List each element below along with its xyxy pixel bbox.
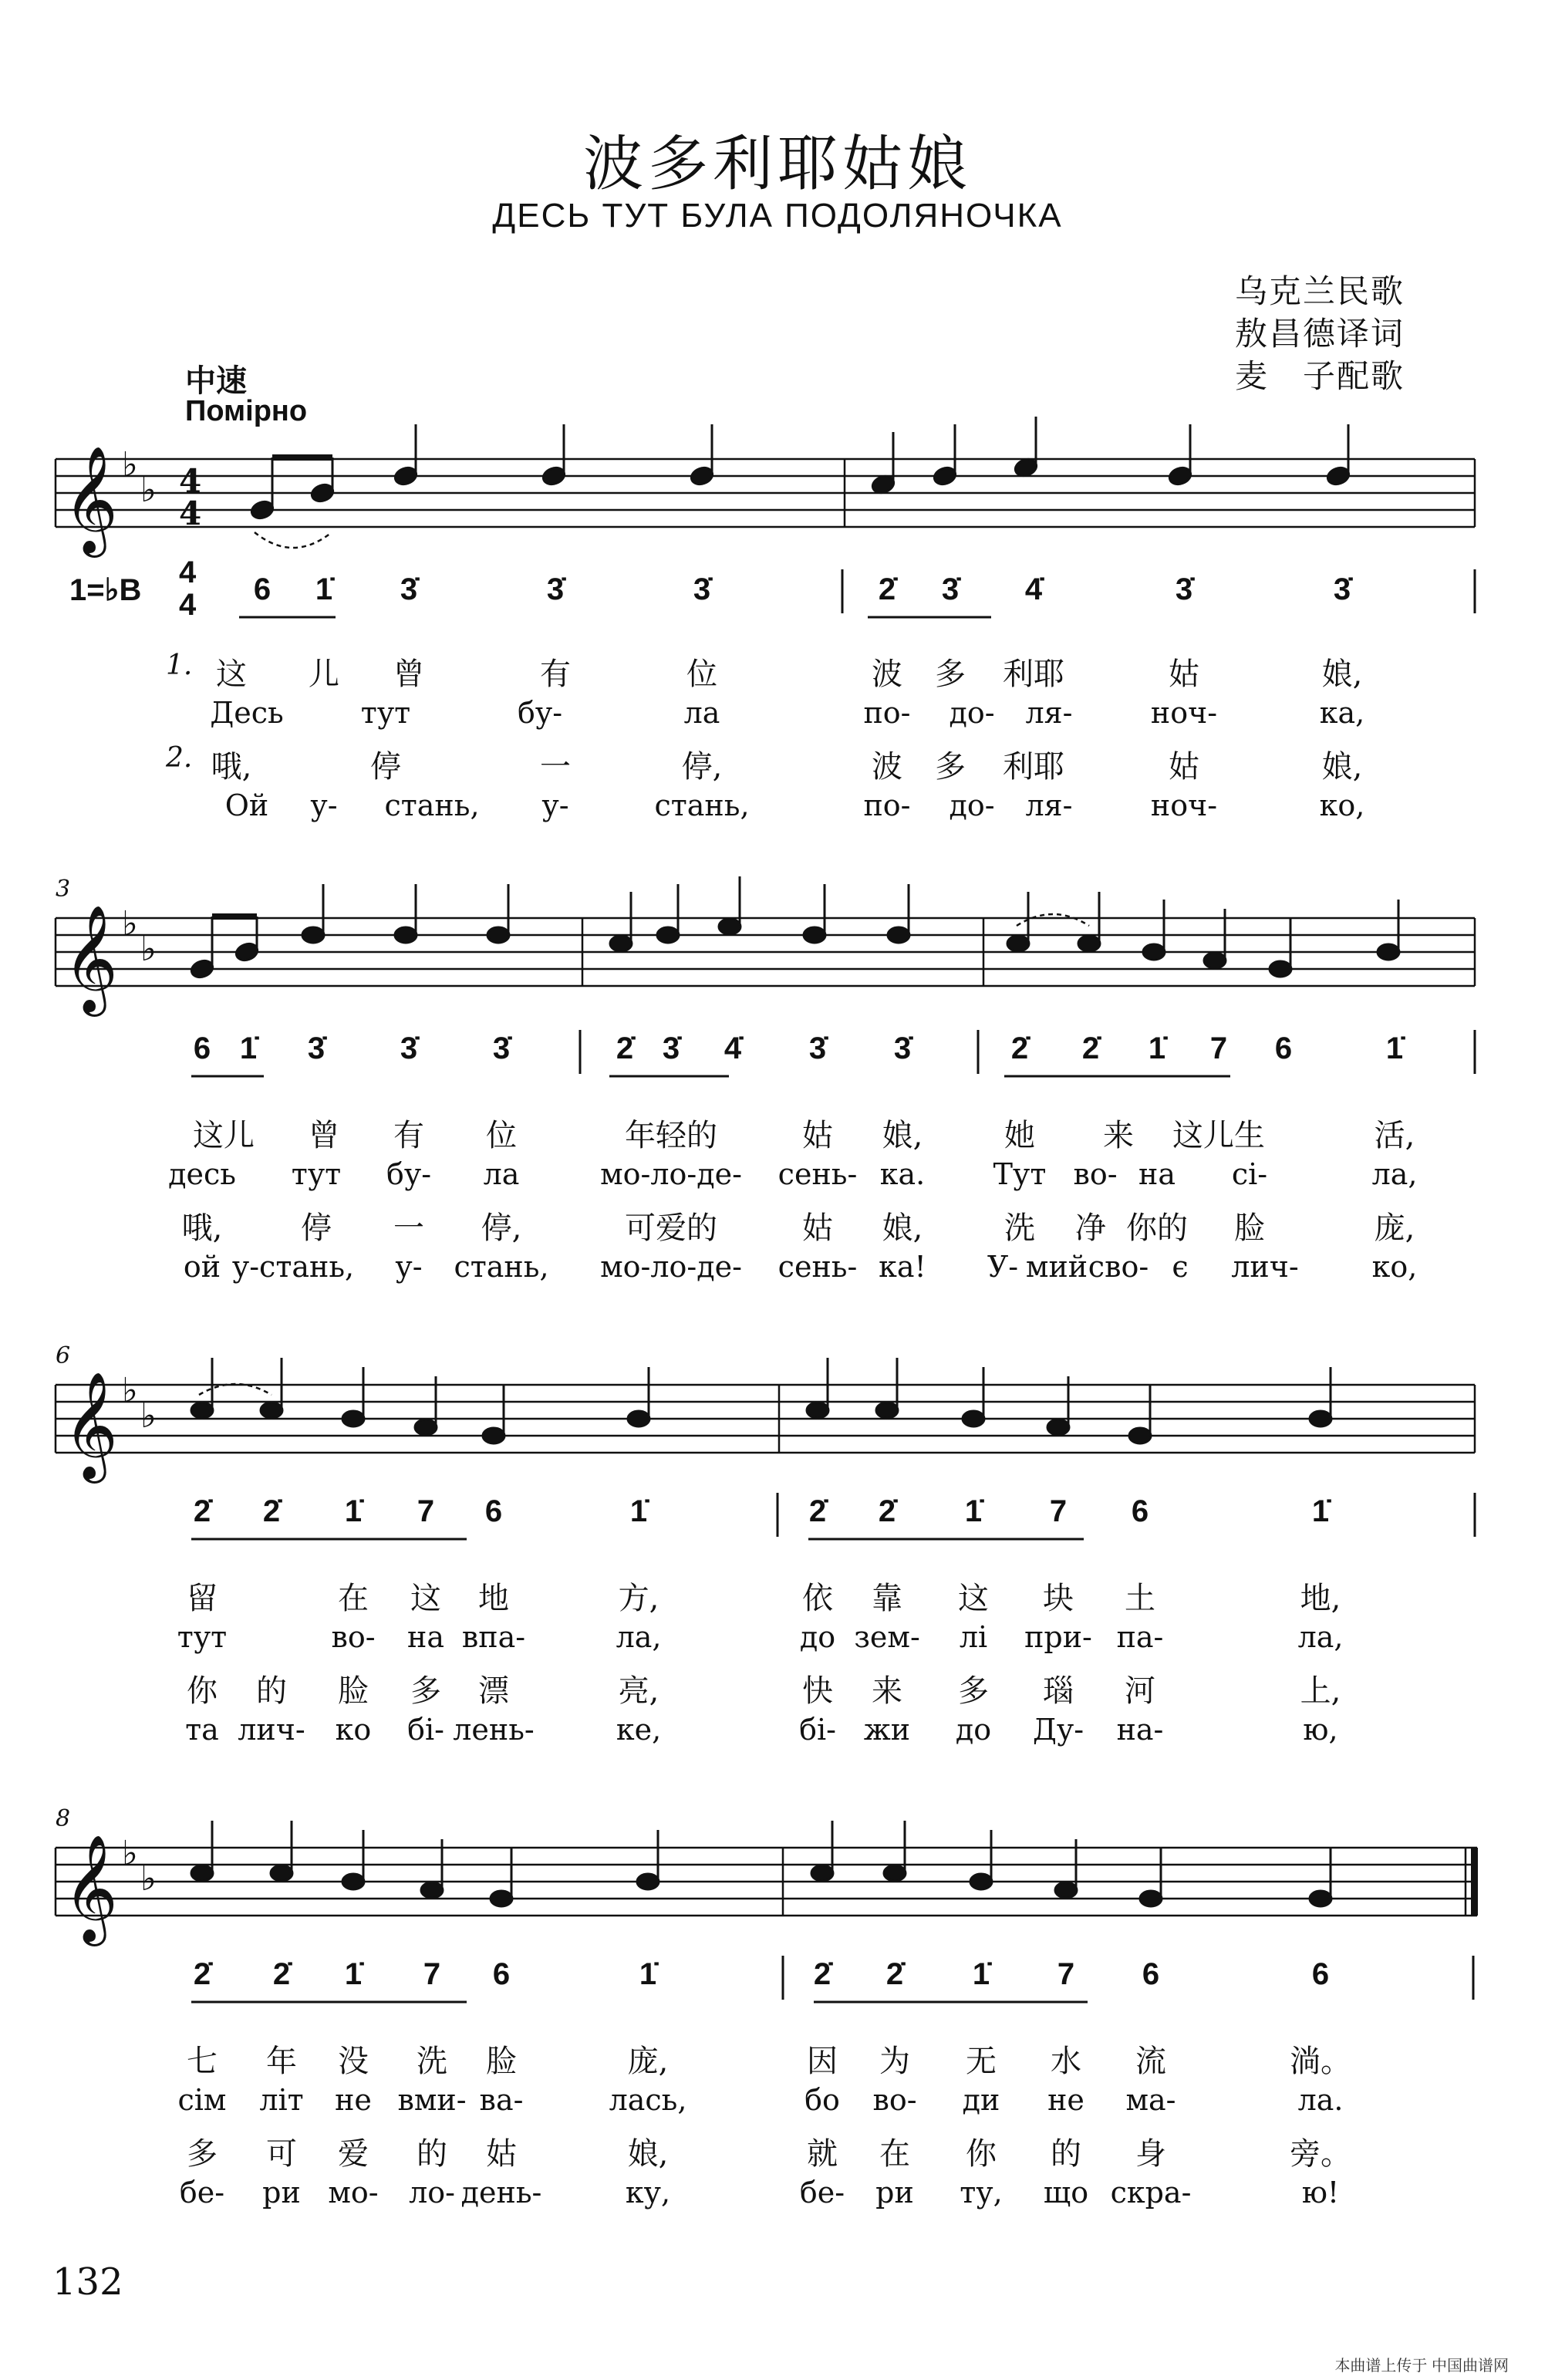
jianpu-note: 6 bbox=[492, 1957, 511, 1991]
jianpu-note: 3̇ bbox=[893, 1031, 912, 1065]
lyric-syllable: 利耶 bbox=[1003, 749, 1064, 785]
lyric-syllable: сень- bbox=[778, 1250, 858, 1284]
jianpu-note: 2̇ bbox=[193, 1494, 211, 1528]
lyric-syllable: 没 bbox=[338, 2044, 369, 2079]
lyric-syllable: 淌。 bbox=[1290, 2044, 1351, 2079]
lyric-syllable: 脸 bbox=[1234, 1210, 1265, 1246]
lyric-syllable: 娘, bbox=[882, 1210, 923, 1246]
jianpu-note: 3̇ bbox=[662, 1031, 680, 1065]
credit-translator: 敖昌德译词 bbox=[1235, 315, 1405, 353]
svg-text:4: 4 bbox=[179, 495, 202, 532]
jianpu-note: 1̇ bbox=[239, 1031, 258, 1065]
lyric-syllable: 多 bbox=[187, 2136, 218, 2172]
jianpu-note: 7 bbox=[417, 1494, 435, 1528]
lyric-syllable: 的 bbox=[256, 1673, 287, 1709]
lyric-syllable: впа- bbox=[461, 1620, 526, 1654]
svg-text:𝄞: 𝄞 bbox=[63, 1835, 118, 1942]
lyric-syllable: 你的 bbox=[1126, 1210, 1188, 1246]
lyric-syllable: 块 bbox=[1043, 1581, 1074, 1616]
jianpu-note: 6 bbox=[484, 1494, 503, 1528]
lyric-syllable: ке, bbox=[616, 1713, 662, 1747]
lyric-syllable: сво- bbox=[1088, 1250, 1149, 1284]
lyric-syllable: 流 bbox=[1135, 2044, 1166, 2079]
jianpu-note: 2̇ bbox=[878, 572, 896, 606]
lyric-syllable: 一 bbox=[393, 1210, 424, 1246]
lyric-syllable: 漂 bbox=[478, 1673, 509, 1709]
lyric-syllable: 多 bbox=[935, 657, 966, 692]
lyric-syllable: 的 bbox=[417, 2136, 447, 2172]
lyric-syllable: ка. bbox=[879, 1157, 926, 1191]
lyric-syllable: день- bbox=[460, 2176, 542, 2210]
lyric-syllable: Ду- bbox=[1032, 1713, 1084, 1747]
lyric-syllable: 洗 bbox=[417, 2044, 447, 2079]
lyric-syllable: ва- bbox=[479, 2083, 524, 2117]
jianpu-note: 3̇ bbox=[1175, 572, 1193, 606]
lyric-syllable: ла, bbox=[616, 1620, 662, 1654]
lyric-syllable: ко, bbox=[1319, 788, 1365, 822]
lyric-syllable: 这 bbox=[958, 1581, 989, 1616]
lyric-syllable: десь bbox=[168, 1157, 236, 1191]
lyric-syllable: ма- bbox=[1125, 2083, 1176, 2117]
lyric-syllable: 曾 bbox=[393, 657, 424, 692]
lyric-syllable: ла bbox=[483, 1157, 520, 1191]
lyric-syllable: ла, bbox=[1371, 1157, 1418, 1191]
lyric-syllable: 脸 bbox=[486, 2044, 517, 2079]
lyric-syllable: 水 bbox=[1051, 2044, 1081, 2079]
lyric-syllable: Ой bbox=[224, 788, 269, 822]
tempo-chinese: 中速 bbox=[185, 364, 247, 398]
lyric-syllable: 庞, bbox=[1374, 1210, 1415, 1246]
lyric-syllable: 年 bbox=[266, 2044, 297, 2079]
jianpu-note: 1̇ bbox=[1385, 1031, 1404, 1065]
lyric-syllable: 哦, bbox=[211, 749, 252, 785]
credit-origin: 乌克兰民歌 bbox=[1235, 272, 1405, 310]
lyric-syllable: 这儿生 bbox=[1172, 1118, 1265, 1153]
jianpu-note: 3̇ bbox=[1333, 572, 1351, 606]
lyric-syllable: 在 bbox=[879, 2136, 910, 2172]
jianpu-note: 2̇ bbox=[193, 1957, 211, 1991]
tempo-ukrainian: Помірно bbox=[185, 395, 308, 427]
jianpu-note: 1̇ bbox=[1148, 1031, 1166, 1065]
measure-number: 6 bbox=[56, 1342, 71, 1369]
lyric-syllable: ю, bbox=[1303, 1713, 1338, 1747]
song-title: 波多利耶姑娘 bbox=[582, 130, 972, 199]
lyric-syllable: не bbox=[1047, 2083, 1084, 2117]
lyric-syllable: лень- bbox=[453, 1713, 535, 1747]
lyric-syllable: до- bbox=[949, 788, 995, 822]
lyric-syllable: тут bbox=[291, 1157, 342, 1191]
lyric-syllable: 亮, bbox=[618, 1673, 659, 1709]
lyric-syllable: 靠 bbox=[872, 1581, 902, 1616]
lyric-syllable: у- bbox=[310, 788, 338, 822]
lyric-syllable: 庞, bbox=[627, 2044, 669, 2079]
lyric-syllable: ло- bbox=[409, 2176, 455, 2210]
lyric-syllable: ди bbox=[962, 2083, 1000, 2117]
lyric-syllable: 姑 bbox=[802, 1210, 833, 1246]
lyric-syllable: ка, bbox=[1319, 696, 1365, 730]
lyric-syllable: 位 bbox=[486, 1118, 517, 1153]
jianpu-note: 6 bbox=[1311, 1957, 1330, 1991]
lyric-syllable: 依 bbox=[802, 1581, 833, 1616]
lyric-syllable: ка! bbox=[879, 1250, 926, 1284]
lyric-syllable: 洗 bbox=[1004, 1210, 1035, 1246]
lyric-syllable: 方, bbox=[618, 1581, 659, 1616]
jianpu-note: 6 bbox=[1274, 1031, 1293, 1065]
time-signature-bottom: 4 bbox=[179, 588, 197, 622]
lyric-syllable: бе- bbox=[799, 2176, 845, 2210]
lyric-syllable: у- bbox=[541, 788, 569, 822]
lyric-syllable: 姑 bbox=[802, 1118, 833, 1153]
lyric-syllable: 哦, bbox=[181, 1210, 223, 1246]
svg-text:♭: ♭ bbox=[122, 904, 138, 944]
svg-text:♭: ♭ bbox=[140, 1396, 157, 1436]
lyric-syllable: вми- bbox=[397, 2083, 467, 2117]
lyric-syllable: на- bbox=[1116, 1713, 1164, 1747]
lyric-syllable: 娘, bbox=[1321, 749, 1363, 785]
jianpu-note: 6 bbox=[193, 1031, 211, 1065]
lyric-syllable: до bbox=[955, 1713, 992, 1747]
lyric-syllable: ля- bbox=[1025, 696, 1073, 730]
lyric-syllable: Тут bbox=[993, 1157, 1047, 1191]
lyric-syllable: 一 bbox=[540, 749, 571, 785]
lyric-syllable: скра- bbox=[1110, 2176, 1192, 2210]
key-signature: 1=♭B bbox=[69, 573, 142, 607]
jianpu-note: 1̇ bbox=[1311, 1494, 1330, 1528]
verse-label-2: 2. bbox=[166, 742, 193, 774]
jianpu-note: 2̇ bbox=[262, 1494, 281, 1528]
lyric-syllable: 多 bbox=[935, 749, 966, 785]
lyric-syllable: лич- bbox=[1231, 1250, 1299, 1284]
lyric-syllable: 土 bbox=[1125, 1581, 1155, 1616]
lyric-syllable: 在 bbox=[338, 1581, 369, 1616]
verse-label-1: 1. bbox=[166, 650, 193, 681]
lyric-syllable: 停, bbox=[481, 1210, 522, 1246]
lyric-syllable: 这 bbox=[216, 657, 247, 692]
lyric-syllable: сень- bbox=[778, 1157, 858, 1191]
lyric-syllable: 可 bbox=[266, 2136, 297, 2172]
lyric-syllable: 多 bbox=[410, 1673, 441, 1709]
jianpu-note: 2̇ bbox=[808, 1494, 827, 1528]
lyric-syllable: при- bbox=[1024, 1620, 1092, 1654]
lyric-syllable: бі- bbox=[407, 1713, 444, 1747]
lyric-syllable: бі- bbox=[799, 1713, 836, 1747]
lyric-syllable: 年轻的 bbox=[625, 1118, 717, 1153]
svg-text:♭: ♭ bbox=[122, 1371, 138, 1410]
lyric-syllable: ту, bbox=[960, 2176, 1003, 2210]
lyric-syllable: 的 bbox=[1051, 2136, 1081, 2172]
lyric-syllable: до- bbox=[949, 696, 995, 730]
svg-text:♭: ♭ bbox=[140, 1859, 157, 1899]
lyric-syllable: У- bbox=[987, 1250, 1019, 1284]
svg-text:4: 4 bbox=[179, 462, 202, 500]
lyric-syllable: 旁。 bbox=[1290, 2136, 1351, 2172]
jianpu-note: 1̇ bbox=[315, 572, 333, 606]
lyric-syllable: лі bbox=[959, 1620, 988, 1654]
lyric-syllable: на bbox=[1138, 1157, 1176, 1191]
jianpu-note: 6 bbox=[1142, 1957, 1160, 1991]
lyric-syllable: не bbox=[335, 2083, 372, 2117]
lyric-syllable: 脸 bbox=[338, 1673, 369, 1709]
svg-text:♭: ♭ bbox=[140, 471, 157, 510]
lyric-syllable: стань, bbox=[384, 788, 480, 822]
lyric-syllable: 她 bbox=[1004, 1118, 1035, 1153]
lyric-syllable: тут bbox=[177, 1620, 228, 1654]
jianpu-note: 3̇ bbox=[307, 1031, 326, 1065]
lyric-syllable: ла. bbox=[1297, 2083, 1344, 2117]
lyric-syllable: 七 bbox=[187, 2044, 218, 2079]
lyric-syllable: 波 bbox=[872, 657, 902, 692]
lyric-syllable: 停 bbox=[370, 749, 401, 785]
lyric-syllable: у-стань, bbox=[231, 1250, 355, 1284]
jianpu-note: 1̇ bbox=[344, 1957, 363, 1991]
jianpu-note: 1̇ bbox=[344, 1494, 363, 1528]
lyric-syllable: та bbox=[185, 1713, 219, 1747]
measure-number: 8 bbox=[56, 1805, 71, 1832]
lyric-syllable: 利耶 bbox=[1003, 657, 1064, 692]
lyric-syllable: ля- bbox=[1025, 788, 1073, 822]
lyric-syllable: 爱 bbox=[338, 2136, 369, 2172]
jianpu-note: 3̇ bbox=[400, 1031, 418, 1065]
lyric-syllable: 你 bbox=[966, 2136, 997, 2172]
lyric-syllable: ла bbox=[683, 696, 720, 730]
lyric-syllable: 姑 bbox=[1169, 657, 1199, 692]
jianpu-note: 2̇ bbox=[616, 1031, 634, 1065]
lyric-syllable: мий bbox=[1025, 1250, 1088, 1284]
lyric-syllable: 净 bbox=[1075, 1210, 1106, 1246]
lyric-syllable: 地, bbox=[1300, 1581, 1341, 1616]
jianpu-note: 6 bbox=[1131, 1494, 1149, 1528]
lyric-syllable: 活, bbox=[1374, 1118, 1415, 1153]
jianpu-note: 2̇ bbox=[272, 1957, 291, 1991]
lyric-syllable: літ bbox=[259, 2083, 304, 2117]
lyric-syllable: 有 bbox=[393, 1118, 424, 1153]
jianpu-note: 2̇ bbox=[885, 1957, 904, 1991]
jianpu-note: 2̇ bbox=[878, 1494, 896, 1528]
lyric-syllable: ю! bbox=[1301, 2176, 1340, 2210]
jianpu-note: 3̇ bbox=[693, 572, 711, 606]
jianpu-note: 7 bbox=[1049, 1494, 1068, 1528]
jianpu-note: 7 bbox=[423, 1957, 441, 1991]
lyric-syllable: 曾 bbox=[309, 1118, 339, 1153]
lyric-syllable: 多 bbox=[958, 1673, 989, 1709]
lyric-syllable: во- bbox=[331, 1620, 376, 1654]
jianpu-note: 2̇ bbox=[813, 1957, 831, 1991]
lyric-syllable: по- bbox=[863, 696, 911, 730]
lyric-syllable: 身 bbox=[1135, 2136, 1166, 2172]
jianpu-note: 3̇ bbox=[808, 1031, 827, 1065]
lyric-syllable: зем- bbox=[854, 1620, 920, 1654]
svg-text:𝄞: 𝄞 bbox=[63, 905, 118, 1012]
time-signature-top: 4 bbox=[179, 555, 197, 589]
lyric-syllable: ри bbox=[875, 2176, 914, 2210]
lyric-syllable: 无 bbox=[966, 2044, 997, 2079]
lyric-syllable: жи bbox=[863, 1713, 911, 1747]
jianpu-note: 3̇ bbox=[941, 572, 960, 606]
lyric-syllable: 娘, bbox=[1321, 657, 1363, 692]
lyric-syllable: ла, bbox=[1297, 1620, 1344, 1654]
lyric-syllable: 停 bbox=[301, 1210, 332, 1246]
lyric-syllable: 位 bbox=[686, 657, 717, 692]
lyric-syllable: 瑙 bbox=[1043, 1673, 1074, 1709]
lyric-syllable: 留 bbox=[187, 1581, 218, 1616]
lyric-syllable: по- bbox=[863, 788, 911, 822]
lyric-syllable: у- bbox=[395, 1250, 423, 1284]
lyric-syllable: мо- bbox=[328, 2176, 379, 2210]
footer-note: 本曲谱上传于 中国曲谱网 bbox=[1334, 2358, 1509, 2375]
lyric-syllable: до bbox=[799, 1620, 836, 1654]
svg-text:♭: ♭ bbox=[122, 445, 138, 484]
song-subtitle: ДЕСЬ ТУТ БУЛА ПОДОЛЯНОЧКА bbox=[492, 197, 1063, 235]
lyric-syllable: 为 bbox=[879, 2044, 910, 2079]
lyric-syllable: лич- bbox=[238, 1713, 305, 1747]
lyric-syllable: ноч- bbox=[1150, 788, 1218, 822]
lyric-syllable: 可爱的 bbox=[625, 1210, 717, 1246]
lyric-syllable: стань, bbox=[454, 1250, 549, 1284]
lyric-syllable: 快 bbox=[802, 1673, 833, 1709]
lyric-syllable: на bbox=[407, 1620, 444, 1654]
jianpu-note: 4̇ bbox=[1024, 572, 1043, 606]
lyric-syllable: стань, bbox=[654, 788, 750, 822]
jianpu-note: 3̇ bbox=[400, 572, 418, 606]
lyric-syllable: сім bbox=[177, 2083, 227, 2117]
lyric-syllable: па- bbox=[1116, 1620, 1164, 1654]
lyric-syllable: бе- bbox=[179, 2176, 225, 2210]
jianpu-note: 1̇ bbox=[964, 1494, 983, 1528]
lyric-syllable: тут bbox=[360, 696, 411, 730]
lyric-syllable: 来 bbox=[1103, 1118, 1134, 1153]
lyric-syllable: ри bbox=[262, 2176, 301, 2210]
svg-text:𝄞: 𝄞 bbox=[63, 1372, 118, 1479]
lyric-syllable: 上, bbox=[1300, 1673, 1341, 1709]
lyric-syllable: 波 bbox=[872, 749, 902, 785]
lyric-syllable: Десь bbox=[210, 696, 284, 730]
jianpu-note: 7 bbox=[1209, 1031, 1228, 1065]
jianpu-note: 1̇ bbox=[639, 1957, 657, 1991]
lyric-syllable: бу- bbox=[386, 1157, 432, 1191]
credit-arranger: 麦 子配歌 bbox=[1235, 357, 1405, 395]
svg-text:♭: ♭ bbox=[140, 930, 157, 969]
jianpu-note: 1̇ bbox=[972, 1957, 990, 1991]
lyric-syllable: 娘, bbox=[882, 1118, 923, 1153]
lyric-syllable: бу- bbox=[517, 696, 563, 730]
lyric-syllable: 姑 bbox=[486, 2136, 517, 2172]
lyric-syllable: 这儿 bbox=[193, 1118, 255, 1153]
jianpu-note: 7 bbox=[1057, 1957, 1075, 1991]
lyric-syllable: 这 bbox=[410, 1581, 441, 1616]
measure-number: 3 bbox=[56, 876, 71, 903]
lyric-syllable: 来 bbox=[872, 1673, 902, 1709]
lyric-syllable: 有 bbox=[540, 657, 571, 692]
lyric-syllable: 你 bbox=[187, 1673, 218, 1709]
lyric-syllable: мо-ло-де- bbox=[600, 1250, 742, 1284]
lyric-syllable: 因 bbox=[807, 2044, 838, 2079]
lyric-syllable: 就 bbox=[807, 2136, 838, 2172]
lyric-syllable: ку, bbox=[625, 2176, 671, 2210]
lyric-syllable: є bbox=[1172, 1250, 1189, 1284]
svg-text:♭: ♭ bbox=[122, 1834, 138, 1873]
lyric-syllable: сі- bbox=[1231, 1157, 1268, 1191]
lyric-syllable: ко bbox=[335, 1713, 372, 1747]
page-number: 132 bbox=[52, 2260, 123, 2304]
treble-clef-icon: 𝄞 bbox=[63, 446, 118, 553]
lyric-syllable: во- bbox=[872, 2083, 917, 2117]
lyric-syllable: 河 bbox=[1125, 1673, 1155, 1709]
jianpu-note: 2̇ bbox=[1081, 1031, 1100, 1065]
jianpu-note: 1̇ bbox=[629, 1494, 648, 1528]
jianpu-note: 4̇ bbox=[724, 1031, 742, 1065]
lyric-syllable: мо-ло-де- bbox=[600, 1157, 742, 1191]
lyric-syllable: во- bbox=[1073, 1157, 1118, 1191]
lyric-syllable: що bbox=[1043, 2176, 1089, 2210]
lyric-syllable: 儿 bbox=[309, 657, 339, 692]
lyric-syllable: ой bbox=[183, 1250, 221, 1284]
jianpu-note: 6 bbox=[253, 572, 272, 606]
lyric-syllable: ноч- bbox=[1150, 696, 1218, 730]
jianpu-note: 3̇ bbox=[546, 572, 565, 606]
jianpu-note: 2̇ bbox=[1010, 1031, 1029, 1065]
lyric-syllable: 姑 bbox=[1169, 749, 1199, 785]
jianpu-note: 3̇ bbox=[492, 1031, 511, 1065]
lyric-syllable: 停, bbox=[681, 749, 723, 785]
lyric-syllable: 娘, bbox=[627, 2136, 669, 2172]
lyric-syllable: ко, bbox=[1371, 1250, 1418, 1284]
lyric-syllable: лась, bbox=[609, 2083, 687, 2117]
lyric-syllable: бо bbox=[804, 2083, 840, 2117]
lyric-syllable: 地 bbox=[478, 1581, 509, 1616]
